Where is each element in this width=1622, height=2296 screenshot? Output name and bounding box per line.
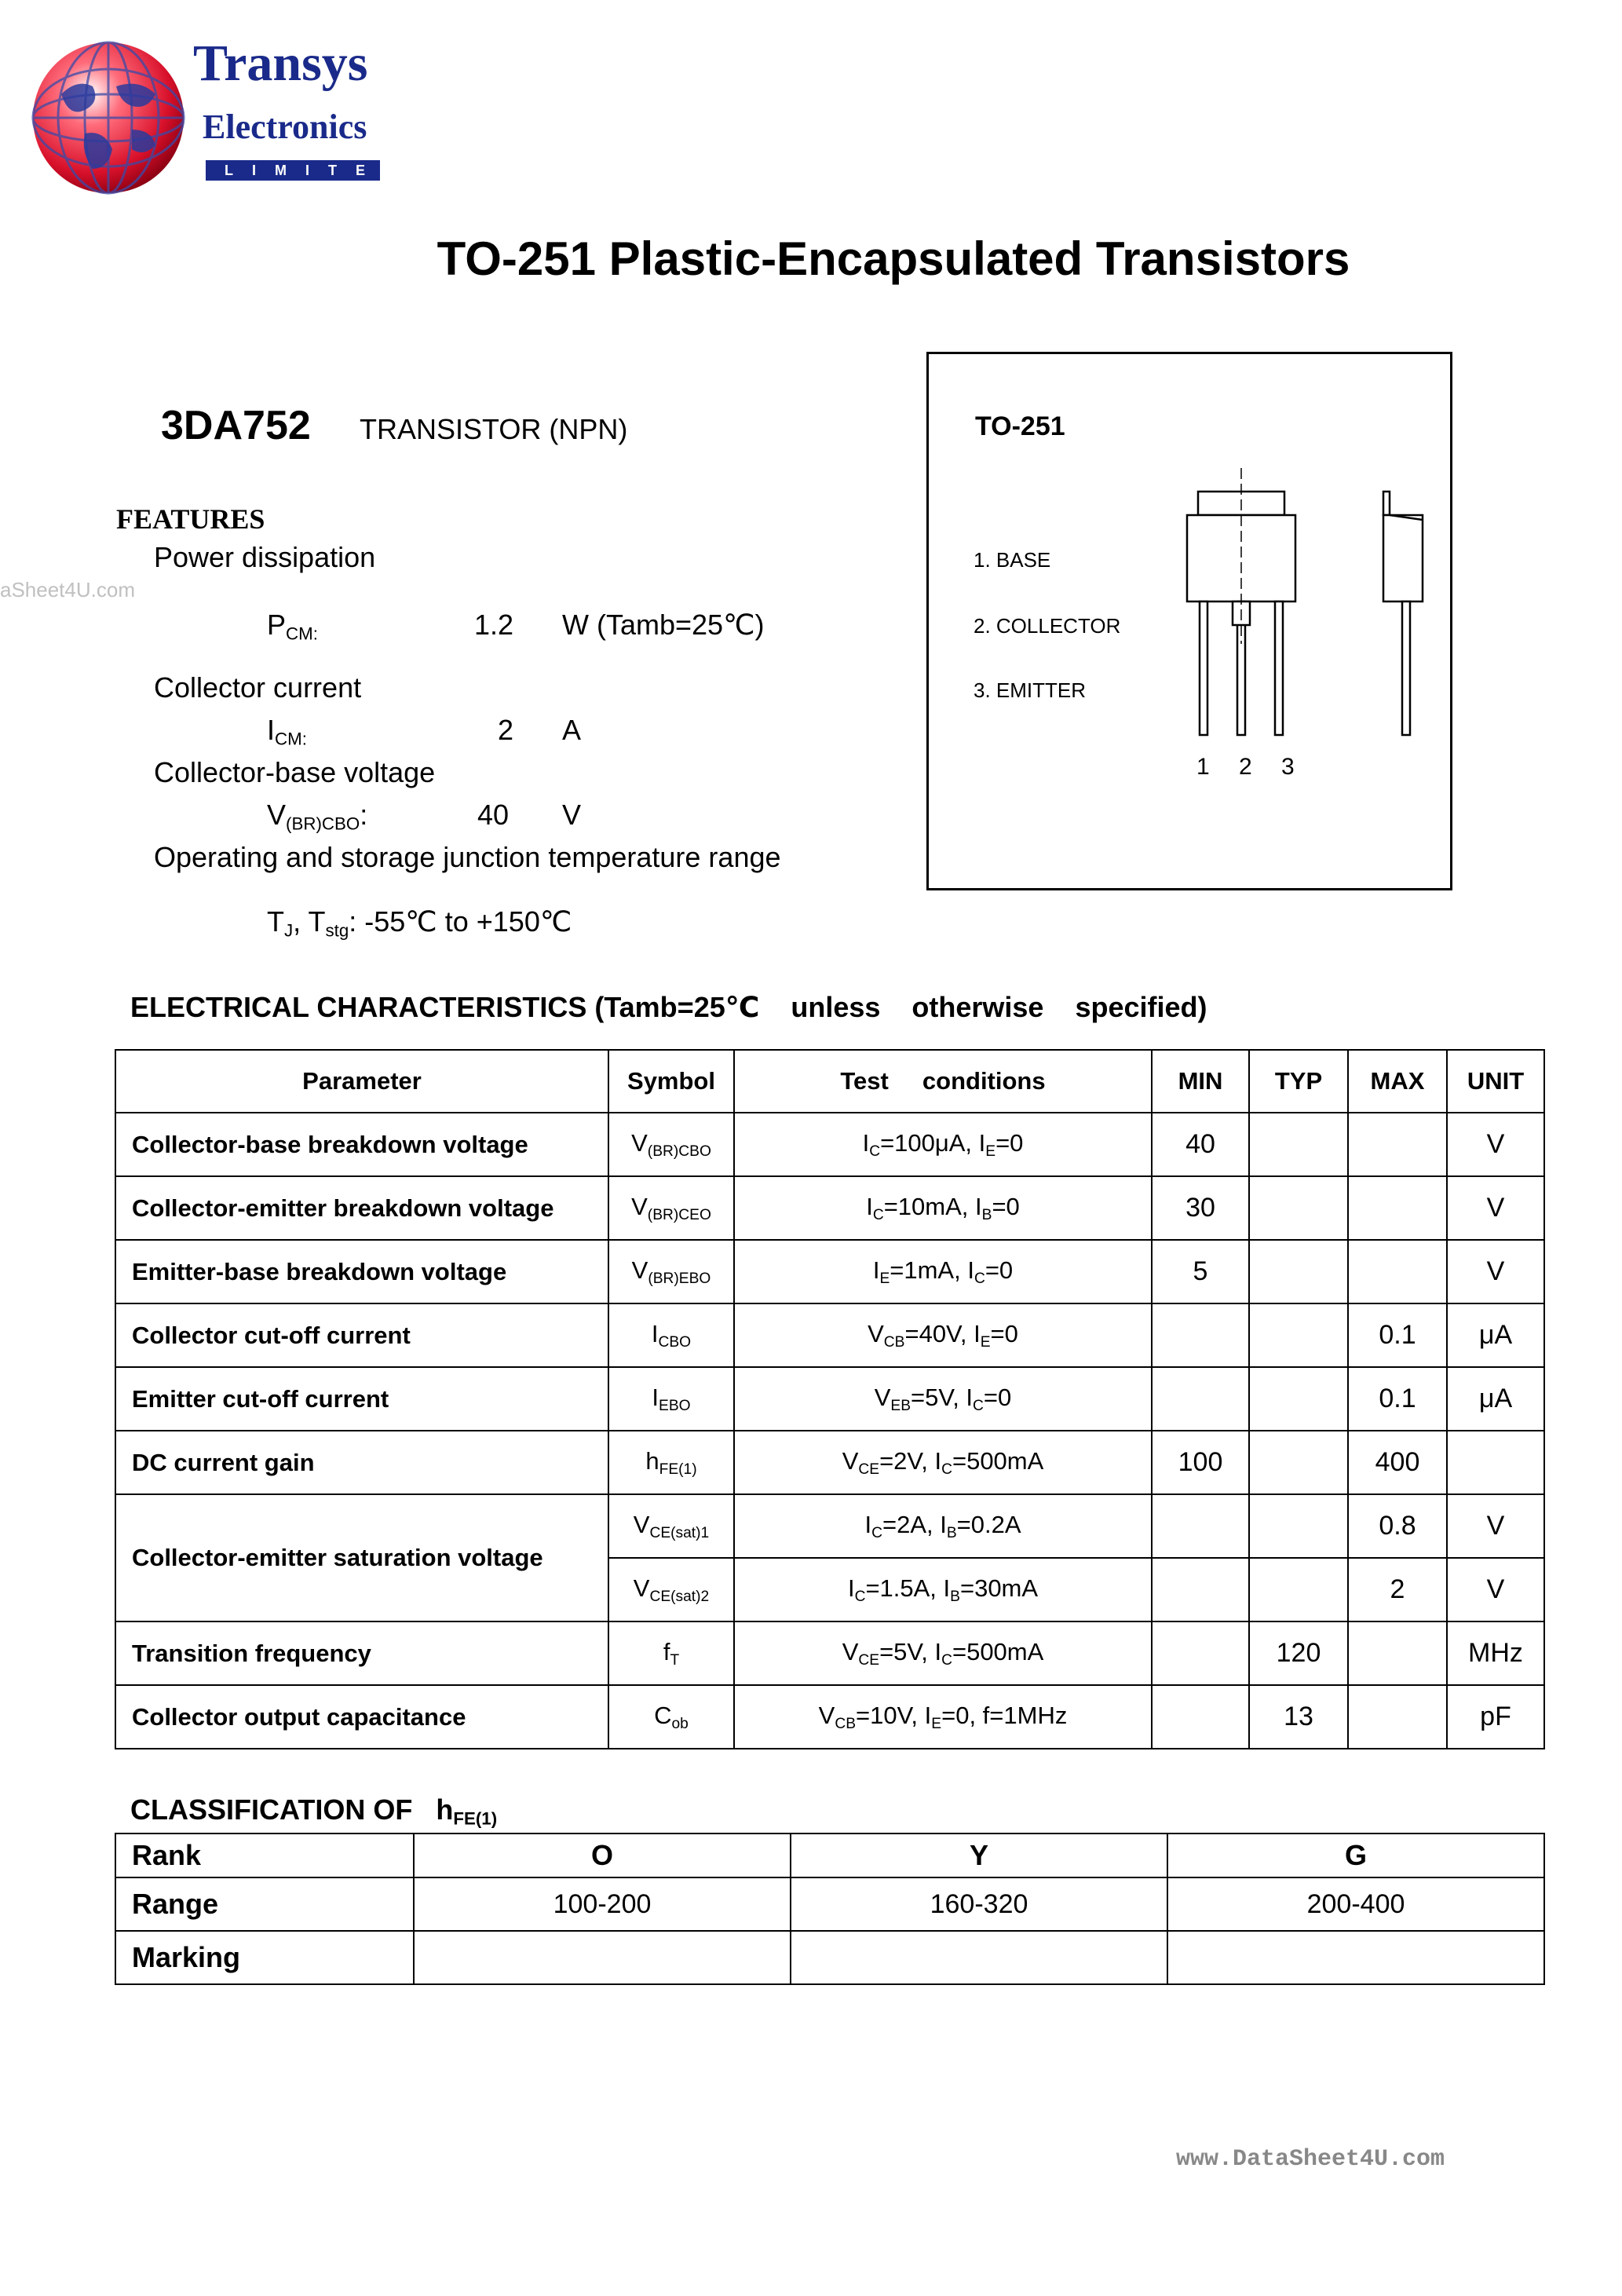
pin-label-emitter: 3. EMITTER (974, 678, 1087, 702)
typ-cell (1249, 1303, 1348, 1367)
header-max: MAX (1348, 1050, 1447, 1113)
unit-cell: V (1447, 1113, 1544, 1176)
typ-cell: 13 (1249, 1685, 1348, 1749)
table-row (115, 1621, 1544, 1685)
max-cell: 0.8 (1348, 1494, 1447, 1558)
marking-g (1167, 1931, 1544, 1984)
unit-cell: μA (1447, 1303, 1544, 1367)
table-row (115, 1240, 1544, 1303)
electrical-heading: ELECTRICAL CHARACTERISTICS (Tamb=25℃ unless otherwise specified) (130, 991, 1207, 1023)
symbol-cell: $f_T$ (608, 1621, 734, 1685)
watermark-left: aSheet4U.com (0, 578, 135, 601)
max-cell (1348, 1176, 1447, 1240)
header-min: MIN (1152, 1050, 1249, 1113)
parameter-cell: Emitter-base breakdown voltage (115, 1240, 608, 1303)
parameter-cell: Emitter cut-off current (115, 1367, 608, 1431)
pin-number-1: 1 (1196, 754, 1210, 780)
collector-base-voltage-label: Collector-base voltage (154, 756, 436, 788)
table-row (115, 1431, 1544, 1494)
parameter-cell: Collector-base breakdown voltage (115, 1113, 608, 1176)
range-label: Range (115, 1877, 414, 1931)
range-o: 100-200 (414, 1877, 791, 1931)
min-cell (1152, 1685, 1249, 1749)
max-cell (1348, 1113, 1447, 1176)
min-cell: 5 (1152, 1240, 1249, 1303)
symbol-cell: $V_{CE(sat)2}$ (608, 1558, 734, 1621)
conditions-cell: $I_C=10mA$, $I_B=0$ (734, 1176, 1152, 1240)
unit-cell: V (1447, 1558, 1544, 1621)
parameter-cell: Collector-emitter breakdown voltage (115, 1176, 608, 1240)
pcm-unit: W (Tamb=25℃) (562, 609, 765, 641)
table-row (115, 1685, 1544, 1749)
symbol-cell: $I_{EBO}$ (608, 1367, 734, 1431)
min-cell: 30 (1152, 1176, 1249, 1240)
pcm-value: 1.2 (474, 609, 514, 641)
table-row (115, 1367, 1544, 1431)
min-cell (1152, 1558, 1249, 1621)
table-row (115, 1494, 1544, 1558)
package-drawing (1170, 463, 1437, 746)
temperature-range-value: $T_J$, $T_{stg}$: -55℃ to +150℃ (267, 905, 572, 941)
conditions-cell: $I_C=1.5A$, $I_B=30mA$ (734, 1558, 1152, 1621)
max-cell: 0.1 (1348, 1367, 1447, 1431)
part-number: 3DA752 (161, 403, 311, 448)
typ-cell: 120 (1249, 1621, 1348, 1685)
header-typ: TYP (1249, 1050, 1348, 1113)
header-test-conditions: Test conditions (734, 1050, 1152, 1113)
marking-y (791, 1931, 1167, 1984)
typ-cell (1249, 1494, 1348, 1558)
symbol-cell: $V_{(BR)CBO}$ (608, 1113, 734, 1176)
table-row (115, 1303, 1544, 1367)
max-cell (1348, 1685, 1447, 1749)
parameter-cell: Collector cut-off current (115, 1303, 608, 1367)
parameter-cell: Collector output capacitance (115, 1685, 608, 1749)
page-title: TO-251 Plastic-Encapsulated Transistors (437, 232, 1350, 285)
range-g: 200-400 (1167, 1877, 1544, 1931)
typ-cell (1249, 1431, 1348, 1494)
unit-cell: pF (1447, 1685, 1544, 1749)
min-cell (1152, 1494, 1249, 1558)
rank-row (115, 1834, 1544, 1877)
parameter-cell: DC current gain (115, 1431, 608, 1494)
range-y: 160-320 (791, 1877, 1167, 1931)
electrical-header-row (115, 1050, 1544, 1113)
symbol-cell: $V_{(BR)CEO}$ (608, 1176, 734, 1240)
max-cell: 2 (1348, 1558, 1447, 1621)
min-cell: 40 (1152, 1113, 1249, 1176)
part-type: TRANSISTOR (NPN) (360, 413, 628, 445)
rank-y: Y (791, 1834, 1167, 1877)
unit-cell: V (1447, 1240, 1544, 1303)
features-heading: FEATURES (116, 503, 265, 535)
typ-cell (1249, 1240, 1348, 1303)
classification-table (115, 1833, 1545, 1985)
conditions-cell: $V_{CE}=2V$, $I_C=500mA$ (734, 1431, 1152, 1494)
icm-symbol: $I_{CM:}$ (267, 714, 307, 749)
unit-cell: V (1447, 1494, 1544, 1558)
conditions-cell: $V_{EB}=5V$, $I_C=0$ (734, 1367, 1152, 1431)
conditions-cell: $I_C=2A$, $I_B=0.2A$ (734, 1494, 1152, 1558)
marking-row (115, 1931, 1544, 1984)
unit-cell: μA (1447, 1367, 1544, 1431)
max-cell (1348, 1621, 1447, 1685)
min-cell (1152, 1621, 1249, 1685)
package-title: TO-251 (975, 411, 1065, 441)
symbol-cell: $I_{CBO}$ (608, 1303, 734, 1367)
range-row (115, 1877, 1544, 1931)
icm-value: 2 (498, 714, 514, 746)
conditions-cell: $V_{CB}=40V$, $I_E=0$ (734, 1303, 1152, 1367)
unit-cell: V (1447, 1176, 1544, 1240)
icm-unit: A (562, 714, 582, 746)
pin-label-collector: 2. COLLECTOR (974, 614, 1121, 638)
header-symbol: Symbol (608, 1050, 734, 1113)
conditions-cell: $I_C=100\mu A$, $I_E=0$ (734, 1113, 1152, 1176)
rank-o: O (414, 1834, 791, 1877)
header-parameter: Parameter (115, 1050, 608, 1113)
max-cell (1348, 1240, 1447, 1303)
watermark-bottom[interactable]: www.DataSheet4U.com (1176, 2146, 1445, 2173)
temperature-range-label: Operating and storage junction temperature range (154, 841, 781, 873)
symbol-cell: $h_{FE(1)}$ (608, 1431, 734, 1494)
symbol-cell: $C_{ob}$ (608, 1685, 734, 1749)
symbol-cell: $V_{(BR)EBO}$ (608, 1240, 734, 1303)
marking-o (414, 1931, 791, 1984)
pin-label-base: 1. BASE (974, 548, 1051, 572)
logo-name: Transys (193, 35, 368, 92)
table-row (115, 1176, 1544, 1240)
conditions-cell: $V_{CE}=5V$, $I_C=500mA$ (734, 1621, 1152, 1685)
vcbo-symbol: $V_{(BR)CBO}$: (267, 799, 368, 834)
marking-label: Marking (115, 1931, 414, 1984)
unit-cell (1447, 1431, 1544, 1494)
classification-heading: CLASSIFICATION OF $h_{FE(1)}$ (130, 1793, 498, 1829)
vcbo-value: 40 (477, 799, 510, 831)
table-row (115, 1113, 1544, 1176)
pin-number-3: 3 (1281, 754, 1295, 780)
typ-cell (1249, 1558, 1348, 1621)
min-cell (1152, 1367, 1249, 1431)
electrical-table (115, 1049, 1545, 1749)
typ-cell (1249, 1113, 1348, 1176)
header-unit: UNIT (1447, 1050, 1544, 1113)
max-cell: 400 (1348, 1431, 1447, 1494)
rank-label: Rank (115, 1834, 414, 1877)
logo-limited-tag: LIMITED (206, 160, 380, 181)
parameter-cell: Transition frequency (115, 1621, 608, 1685)
typ-cell (1249, 1176, 1348, 1240)
company-logo-globe (30, 39, 187, 196)
max-cell: 0.1 (1348, 1303, 1447, 1367)
pcm-symbol: $P_{CM:}$ (267, 609, 318, 644)
power-dissipation-label: Power dissipation (154, 541, 376, 573)
collector-current-label: Collector current (154, 671, 362, 704)
typ-cell (1249, 1367, 1348, 1431)
parameter-cell: Collector-emitter saturation voltage (115, 1494, 608, 1621)
pin-number-2: 2 (1239, 754, 1252, 780)
min-cell: 100 (1152, 1431, 1249, 1494)
unit-cell: MHz (1447, 1621, 1544, 1685)
min-cell (1152, 1303, 1249, 1367)
logo-subtitle: Electronics (203, 108, 367, 146)
conditions-cell: $I_E=1mA$, $I_C=0$ (734, 1240, 1152, 1303)
rank-g: G (1167, 1834, 1544, 1877)
symbol-cell: $V_{CE(sat)1}$ (608, 1494, 734, 1558)
vcbo-unit: V (562, 799, 582, 831)
conditions-cell: $V_{CB}=10V$, $I_E=0$, f=1MHz (734, 1685, 1152, 1749)
